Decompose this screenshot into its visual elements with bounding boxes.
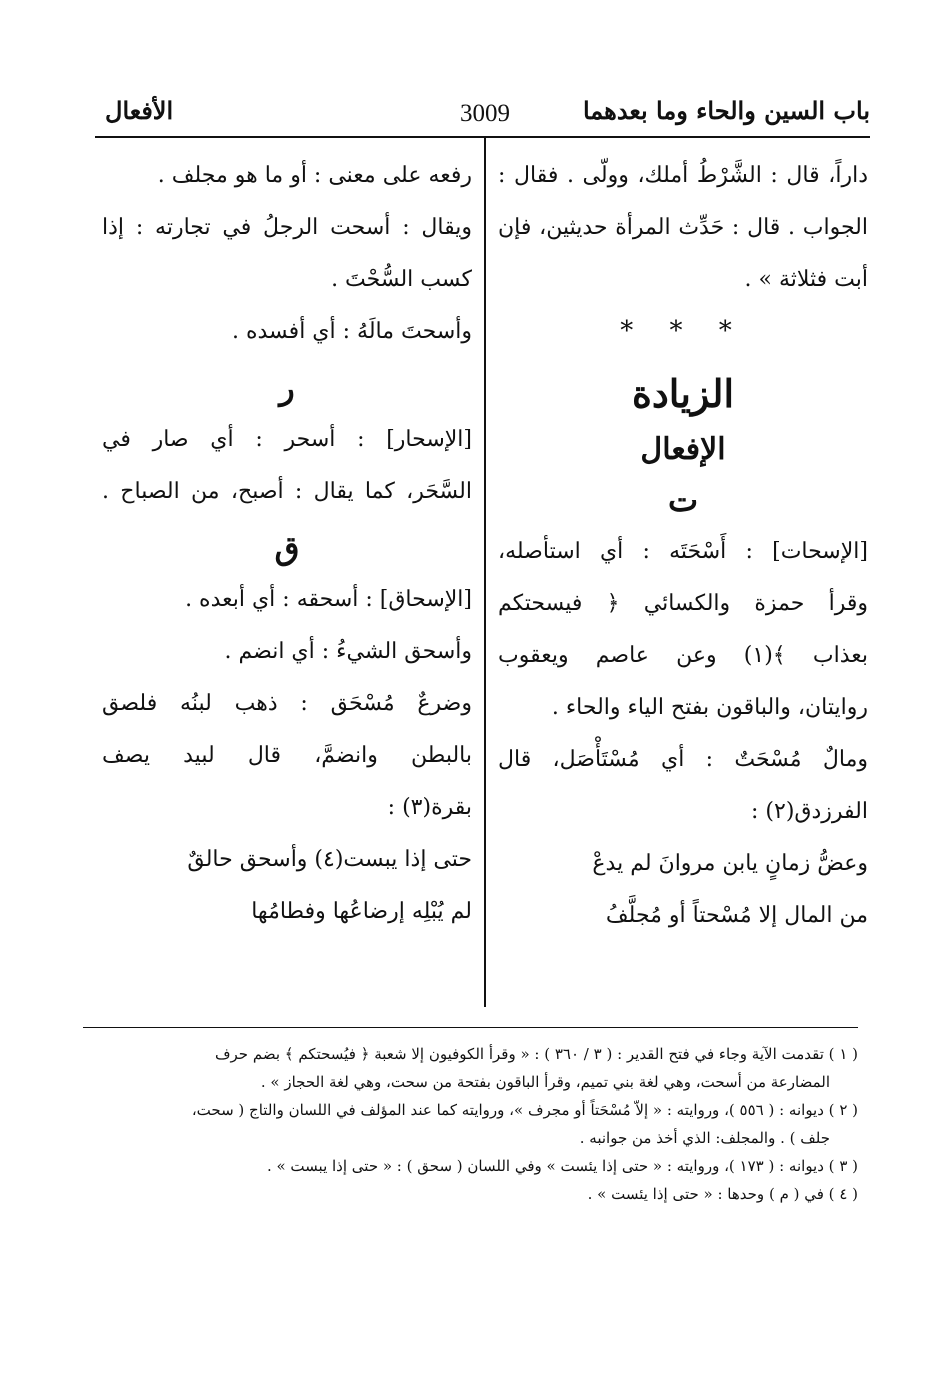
- footnote-1: ( ١ ) تقدمت الآية وجاء في فتح القدير : ( ٣ / ٣٦٠ ) : « وقرأ الكوفيون إلا شعبة ﴿ فيُسحتكم ﴾ بضم حرف: [214, 1045, 858, 1063]
- text-line: الجواب . قال : حَدِّث المرأة حديثين، فإن: [498, 215, 868, 240]
- footnote-3: ( ٣ ) ديوانه : ( ١٧٣ )، وروايته : « حتى إذا يئست » وفي اللسان ( سحق ) : « حتى إذا يبست » .: [266, 1157, 858, 1175]
- running-title: باب السين والحاء وما بعدهما: [582, 96, 870, 125]
- text-line: وقرأ حمزة والكسائي ﴿ فيسحتكم: [498, 591, 868, 616]
- text-line: الفرزدق(٢) :: [751, 799, 868, 824]
- text-line: بقرة(٣) :: [387, 795, 472, 820]
- text-line: داراً، قال : الشَّرْطُ أملك، وولّى . فقال :: [498, 163, 868, 188]
- right-column: [498, 160, 868, 952]
- column-divider: [484, 137, 486, 1007]
- text-line: وأسحتَ مالَهُ : أي أفسده .: [232, 319, 472, 344]
- text-line: السَّحَر، كما يقال : أصبح، من الصباح .: [102, 479, 472, 504]
- heading-sub: الإفعال: [640, 432, 726, 467]
- section-title: الأفعال: [105, 96, 174, 125]
- section-separator: * * *: [620, 316, 746, 346]
- text-line: كسب السُّحْتَ .: [331, 267, 472, 292]
- letter-heading-r: ر: [279, 369, 295, 407]
- page-header: [95, 96, 870, 136]
- letter-heading-t: ت: [667, 481, 699, 519]
- heading-main: الزيادة: [631, 371, 735, 416]
- entry-line: [الإسحات] : أَسْحَتَه : أي استأصله،: [498, 539, 868, 564]
- text-line: أبت فثلاثة » .: [744, 267, 868, 292]
- verse-line: من المال إلا مُسْحتاً أو مُجلَّفُ: [605, 903, 868, 928]
- footnote-1-cont: المضارعة من أسحت، وهي لغة بني تميم، وقرأ الباقون بفتحة من سحت، وهي لغة الحجاز » .: [260, 1073, 830, 1091]
- footnote-2-cont: جلف ) . والمجلف: الذي أخذ من جوانبه .: [579, 1129, 830, 1147]
- entry-line: [الإسحاق] : أسحقه : أي أبعده .: [185, 587, 472, 612]
- text-line: ويقال : أسحت الرجلُ في تجارته : إذا: [102, 215, 472, 240]
- text-line: رفعه على معنى : أو ما هو مجلف .: [157, 163, 472, 188]
- verse-line: وعضُّ زمانٍ يابن مروانَ لم يدعْ: [592, 851, 868, 876]
- text-line: روايتان، والباقون بفتح الياء والحاء .: [551, 695, 868, 720]
- text-line: وضرعٌ مُسْحَق : ذهب لبنُه فلصق: [102, 691, 472, 716]
- footnote-2: ( ٢ ) ديوانه : ( ٥٥٦ )، وروايته : « إلاّ مُسْحَتاً أو مجرف »، وروايته كما عند المؤلف في اللسان والتاج ( سحت،: [191, 1101, 858, 1119]
- letter-heading-q: ق: [274, 529, 300, 567]
- entry-line: [الإسحار] : أسحر : أي صار في: [102, 427, 472, 452]
- footnotes: [78, 1040, 858, 1208]
- header-rule: [95, 136, 870, 138]
- text-line: وأسحق الشيءُ : أي انضم .: [224, 639, 472, 664]
- text-line: بالبطن وانضمَّ، قال لبيد يصف: [102, 743, 472, 768]
- verse-line: حتى إذا يبست(٤) وأسحق حالقٌ: [187, 847, 472, 872]
- verse-line: لم يُبْلِه إرضاعُها وفطامُها: [251, 899, 472, 924]
- footnote-4: ( ٤ ) في ( م ) وحدها : « حتى إذا يئست » .: [587, 1185, 858, 1203]
- text-line: ومالٌ مُسْحَتٌ : أي مُسْتَأْصَل، قال: [498, 747, 868, 772]
- footnote-rule: [83, 1027, 858, 1028]
- text-line: بعذاب ﴾(١) وعن عاصم ويعقوب: [498, 643, 868, 668]
- left-column: [102, 160, 472, 948]
- page-number: 3009: [460, 100, 510, 127]
